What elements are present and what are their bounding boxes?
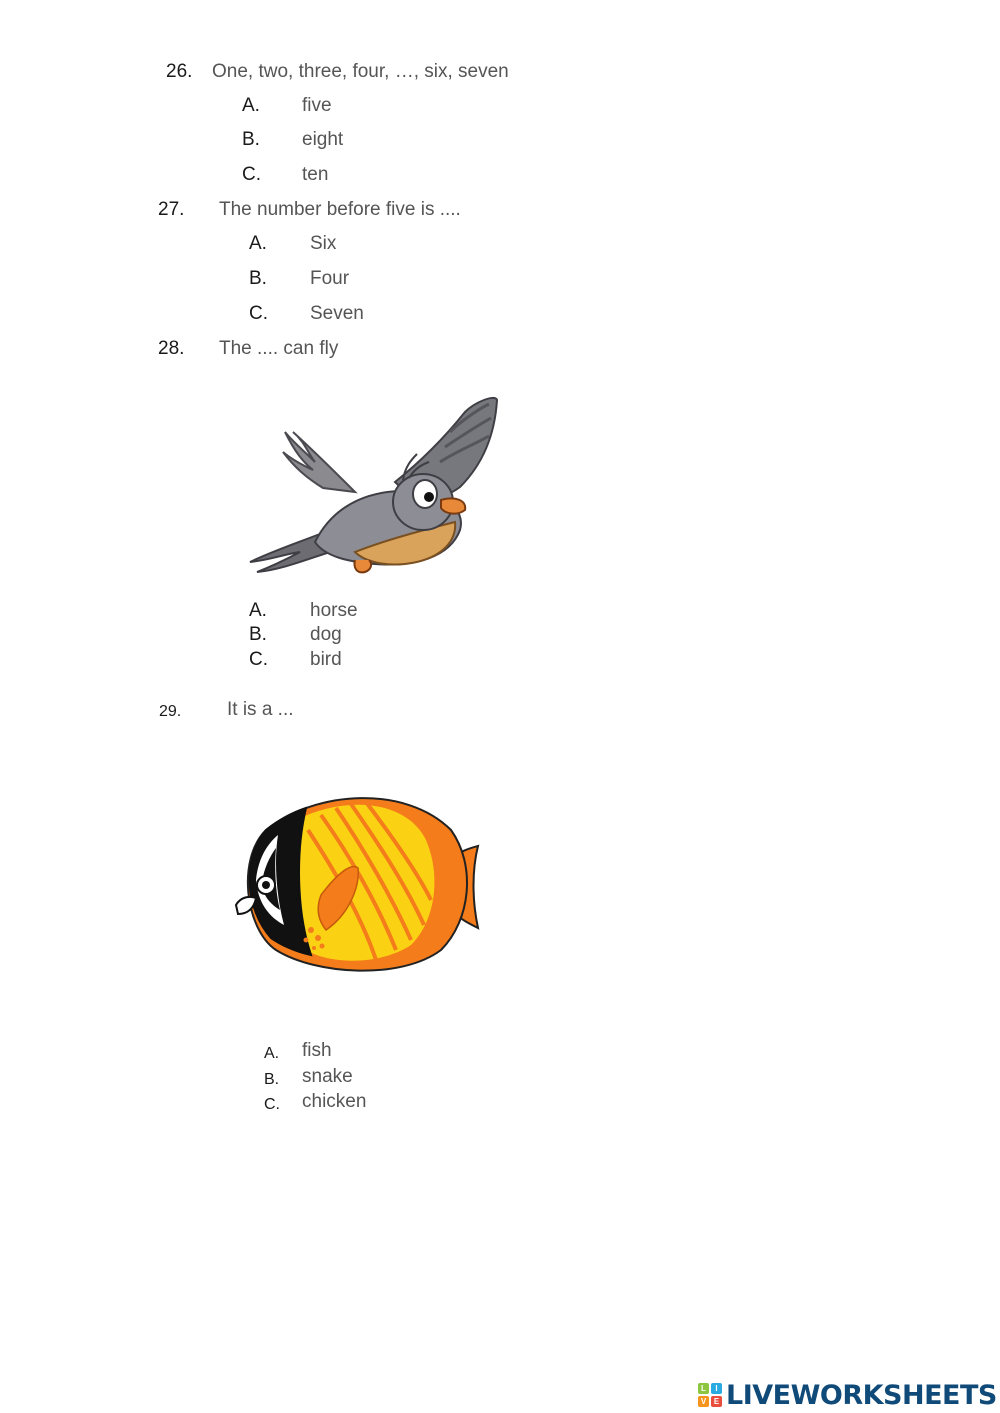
option-text: ten: [302, 164, 329, 185]
question-number: 26.: [166, 61, 193, 82]
question-number: 29.: [159, 703, 182, 720]
option-letter: A.: [242, 95, 260, 116]
liveworksheets-logo[interactable]: [698, 1378, 997, 1412]
option-text: eight: [302, 129, 344, 150]
question-number: 28.: [158, 338, 185, 359]
option-text: Four: [310, 268, 350, 289]
option-letter: A.: [249, 600, 267, 621]
option-text: Seven: [310, 303, 364, 324]
option-letter: C.: [264, 1096, 280, 1113]
option-letter: B.: [242, 129, 260, 150]
option-text: Six: [310, 233, 337, 254]
question-prompt: It is a ...: [227, 699, 294, 720]
option-letter: C.: [249, 303, 268, 324]
question-number: 27.: [158, 199, 185, 220]
option-text: chicken: [302, 1091, 367, 1112]
liveworksheets-logo-icon: L I V E: [698, 1383, 722, 1407]
option-letter: B.: [249, 624, 267, 645]
option-letter: A.: [249, 233, 267, 254]
option-letter: A.: [264, 1045, 280, 1062]
question-prompt: The number before five is ....: [219, 199, 461, 220]
option-text: horse: [310, 600, 358, 621]
question-prompt: The .... can fly: [219, 338, 339, 359]
brand-name: LIVEWORKSHEETS: [726, 1379, 997, 1411]
option-letter: B.: [264, 1071, 280, 1088]
option-text: dog: [310, 624, 342, 645]
option-text: snake: [302, 1066, 353, 1087]
option-letter: B.: [249, 268, 267, 289]
bird-illustration: [245, 392, 501, 577]
option-text: fish: [302, 1040, 332, 1061]
option-letter: C.: [249, 649, 268, 670]
option-letter: C.: [242, 164, 261, 185]
option-text: bird: [310, 649, 342, 670]
fish-illustration: [226, 790, 482, 974]
option-text: five: [302, 95, 332, 116]
question-prompt: One, two, three, four, …, six, seven: [212, 61, 509, 82]
